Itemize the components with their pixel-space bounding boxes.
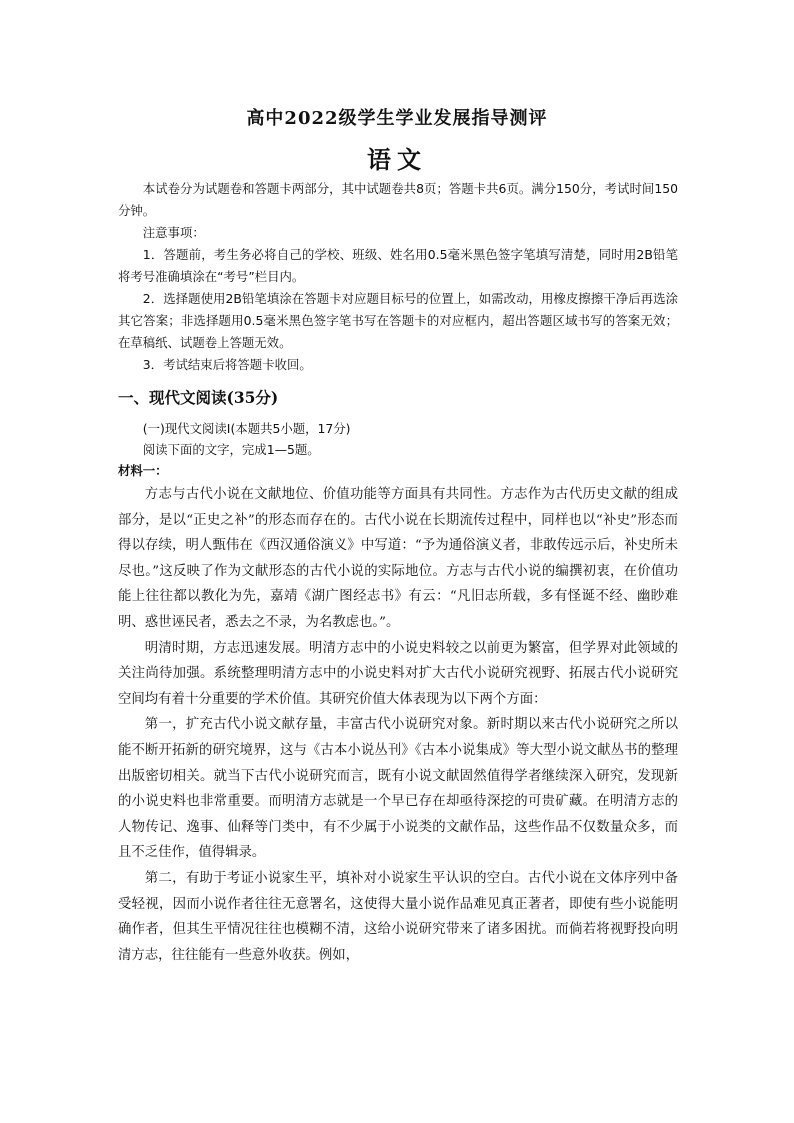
reading-passage: [118, 482, 678, 968]
reading-instruction: 阅读下面的文字，完成1—5题。: [142, 442, 320, 457]
subsection-info: [118, 418, 678, 460]
subsection-heading: (一)现代文阅读Ⅰ(本题共5小题，17分): [142, 421, 351, 436]
subject-title: 语文: [367, 145, 427, 174]
passage-paragraph: 明清时期，方志迅速发展。明清方志中的小说史料较之以前更为繁富，但学界对此领域的关注尚待加强。系统整理明清方志中的小说史料对扩大古代小说研究视野、拓展古代小说研究空间均有着十分重要的学术价值。其研究价值大体表现为以下两个方面：: [118, 640, 678, 707]
notice-heading: 注意事项：: [142, 225, 205, 240]
passage-paragraph: 第二，有助于考证小说家生平，填补对小说家生平认识的空白。古代小说在文体序列中备受轻视，因而小说作者往往无意署名，这使得大量小说作品难见真正著者，即使有些小说能明确作者，但其生平情况往往也模糊不清，这给小说研究带来了诸多困扰。而倘若将视野投向明清方志，往往能有一些意外收获。例如，: [118, 870, 678, 963]
notice-item-1: 1．答题前，考生务必将自己的学校、班级、姓名用0.5毫米黑色签字笔填写清楚，同时用2B铅笔将考号准确填涂在“考号”栏目内。: [118, 247, 678, 284]
notice-intro: 本试卷分为试题卷和答题卡两部分，其中试题卷共8页；答题卡共6页。满分150分，考试时间150分钟。: [118, 181, 678, 218]
passage-paragraph: 第一，扩充古代小说文献存量，丰富古代小说研究对象。新时期以来古代小说研究之所以能不断开拓新的研究境界，这与《古本小说丛刊》《古本小说集成》等大型小说文献丛书的整理出版密切相关。就当下古代小说研究而言，既有小说文献固然值得学者继续深入研究，发现新的小说史料也非常重要。而明清方志就是一个早已存在却亟待深挖的可贵矿藏。在明清方志的人物传记、逸事、仙释等门类中，有不少属于小说类的文献作品，这些作品不仅数量众多，而且不乏佳作，值得辑录。: [118, 717, 678, 861]
notice-item-3: 3．考试结束后将答题卡收回。: [142, 357, 312, 372]
exam-title: 高中2022级学生学业发展指导测评: [246, 108, 548, 129]
passage-paragraph: 方志与古代小说在文献地位、价值功能等方面具有共同性。方志作为古代历史文献的组成部分，是以“正史之补”的形态而存在的。古代小说在长期流传过程中，同样也以“补史”形态而得以存续，明人甄伟在《西汉通俗演义》中写道：“予为通俗演义者，非敢传远示后，补史所未尽也。”这反映了作为文献形态的古代小说的实际地位。方志与古代小说的编撰初衷，在价值功能上往往都以教化为先，嘉靖《湖广图经志书》有云：“凡旧志所载，多有怪诞不经、幽眇难明、惑世诬民者，悉去之不录，为名教虑也。”。: [118, 487, 678, 630]
exam-notice: [118, 178, 678, 376]
section-heading: 一、现代文阅读(35分): [118, 388, 279, 407]
material-label: 材料一：: [118, 463, 168, 478]
notice-item-2: 2．选择题使用2B铅笔填涂在答题卡对应题目标号的位置上，如需改动，用橡皮擦擦干净后再选涂其它答案；非选择题用0.5毫米黑色签字笔书写在答题卡的对应框内，超出答题区域书写的答案无效；在草稿纸、试题卷上答题无效。: [118, 291, 678, 350]
